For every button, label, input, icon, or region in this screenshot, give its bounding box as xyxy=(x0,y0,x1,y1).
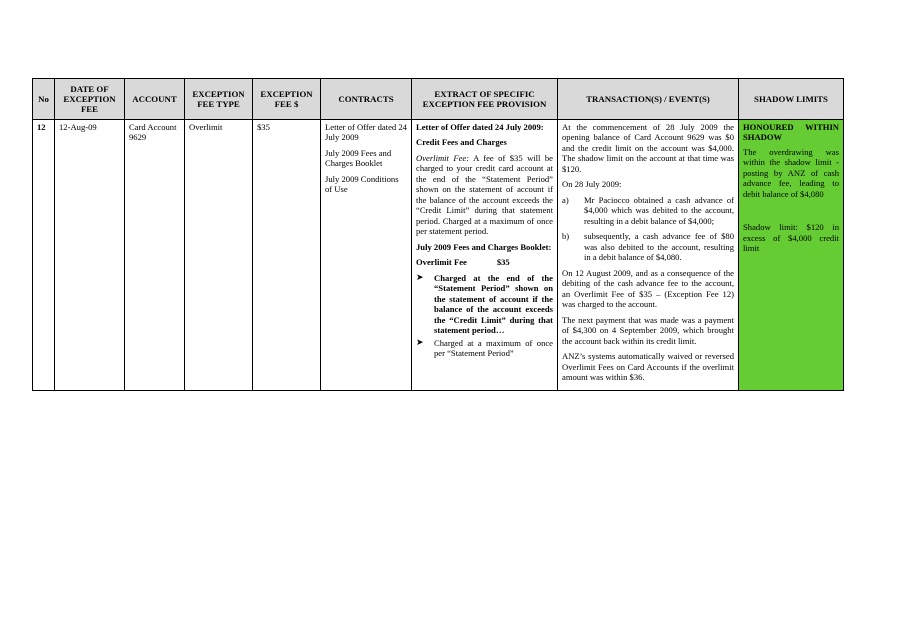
header-contracts: CONTRACTS xyxy=(321,79,412,120)
arrow-bullet-icon: ➤ xyxy=(416,272,424,283)
extract-subheading: Credit Fees and Charges xyxy=(416,137,507,148)
header-fee: EXCEPTION FEE $ xyxy=(253,79,321,120)
cell-shadow-limits xyxy=(739,120,844,391)
cell-fee: $35 xyxy=(253,120,321,391)
cell-fee-type: Overlimit xyxy=(185,120,253,391)
cell-extract xyxy=(412,120,558,391)
cell-contracts xyxy=(321,120,412,391)
contract-item: Letter of Offer dated 24 July 2009 xyxy=(325,122,407,143)
bullet-item xyxy=(416,273,553,336)
overlimit-fee-label: Overlimit Fee: xyxy=(416,152,470,163)
transaction-paragraph: The next payment that was made was a payment of $4,300 on 4 September 2009, which brought the account back within its credit limit. xyxy=(562,314,734,346)
list-label: b) xyxy=(562,231,570,242)
transaction-paragraph: On 12 August 2009, and as a consequence of the debiting of the cash advance fee to the account, an Overlimit Fee of $35 – (Exception Fee 12) was charged to the account. xyxy=(562,267,734,310)
shadow-heading: HONOURED WITHIN SHADOW xyxy=(743,122,839,143)
header-transactions: TRANSACTION(S) / EVENT(S) xyxy=(558,79,739,120)
arrow-bullet-icon: ➤ xyxy=(416,337,424,348)
shadow-paragraph: Shadow limit: $120 in excess of $4,000 credit limit xyxy=(743,222,839,254)
extract-heading-letter: Letter of Offer dated 24 July 2009: xyxy=(416,122,544,132)
transaction-paragraph: On 28 July 2009: xyxy=(562,179,622,190)
cell-account: Card Account 9629 xyxy=(125,120,185,391)
cell-no: 12 xyxy=(33,120,55,391)
contract-item: July 2009 Fees and Charges Booklet xyxy=(325,147,392,169)
header-no: No xyxy=(33,79,55,120)
fee-name: Overlimit Fee xyxy=(416,257,467,268)
transaction-paragraph: At the commencement of 28 July 2009 the opening balance of Card Account 9629 was $0 and the credit limit on the account was $4,000. The shadow limit on the account at that time was $120. xyxy=(562,122,734,174)
overlimit-fee-text: A fee of $35 will be charged to your credit card account at the end of the “Statement Period” shown on the statement of account if the balance of the account exceeds the “Credit Limit” during that statement period. Charged at a maximum of once per statement period. xyxy=(416,152,553,237)
shadow-paragraph: The overdrawing was within the shadow limit - posting by ANZ of cash advance fee, leading to debit balance of $4,080 xyxy=(743,146,839,199)
bullet-text: Charged at the end of the “Statement Period” shown on the statement of account if the balance of the account exceeds the “Credit Limit” during that statement period… xyxy=(434,272,553,336)
cell-transactions xyxy=(558,120,739,391)
bullet-item xyxy=(416,338,553,359)
extract-overlimit-paragraph xyxy=(416,153,553,237)
list-text: Mr Paciocco obtained a cash advance of $4,000 which was debited to the account, resulting in a debit balance of $4,000; xyxy=(584,194,734,226)
table-row xyxy=(33,120,844,391)
fee-line xyxy=(416,257,553,267)
header-extract: EXTRACT OF SPECIFIC EXCEPTION FEE PROVISION xyxy=(412,79,558,120)
contract-item: July 2009 Conditions of Use xyxy=(325,173,399,195)
header-date: DATE OF EXCEPTION FEE xyxy=(55,79,125,120)
bullet-text: Charged at a maximum of once per “Statement Period” xyxy=(434,337,553,359)
header-account: ACCOUNT xyxy=(125,79,185,120)
extract-heading-booklet: July 2009 Fees and Charges Booklet: xyxy=(416,241,552,252)
header-row xyxy=(33,79,844,120)
header-fee-type: EXCEPTION FEE TYPE xyxy=(185,79,253,120)
list-label: a) xyxy=(562,194,569,205)
transaction-list-item xyxy=(562,195,734,226)
exception-fee-table xyxy=(32,78,844,391)
fee-amount: $35 xyxy=(496,257,510,268)
header-shadow-limits: SHADOW LIMITS xyxy=(739,79,844,120)
list-text: subsequently, a cash advance fee of $80 was also debited to the account, resulting in a debit balance of $4,080. xyxy=(584,231,734,263)
transaction-paragraph: ANZ’s systems automatically waived or reversed Overlimit Fees on Card Accounts if the overlimit amount was within $36. xyxy=(562,351,734,383)
cell-date: 12-Aug-09 xyxy=(55,120,125,391)
transaction-list-item xyxy=(562,231,734,262)
